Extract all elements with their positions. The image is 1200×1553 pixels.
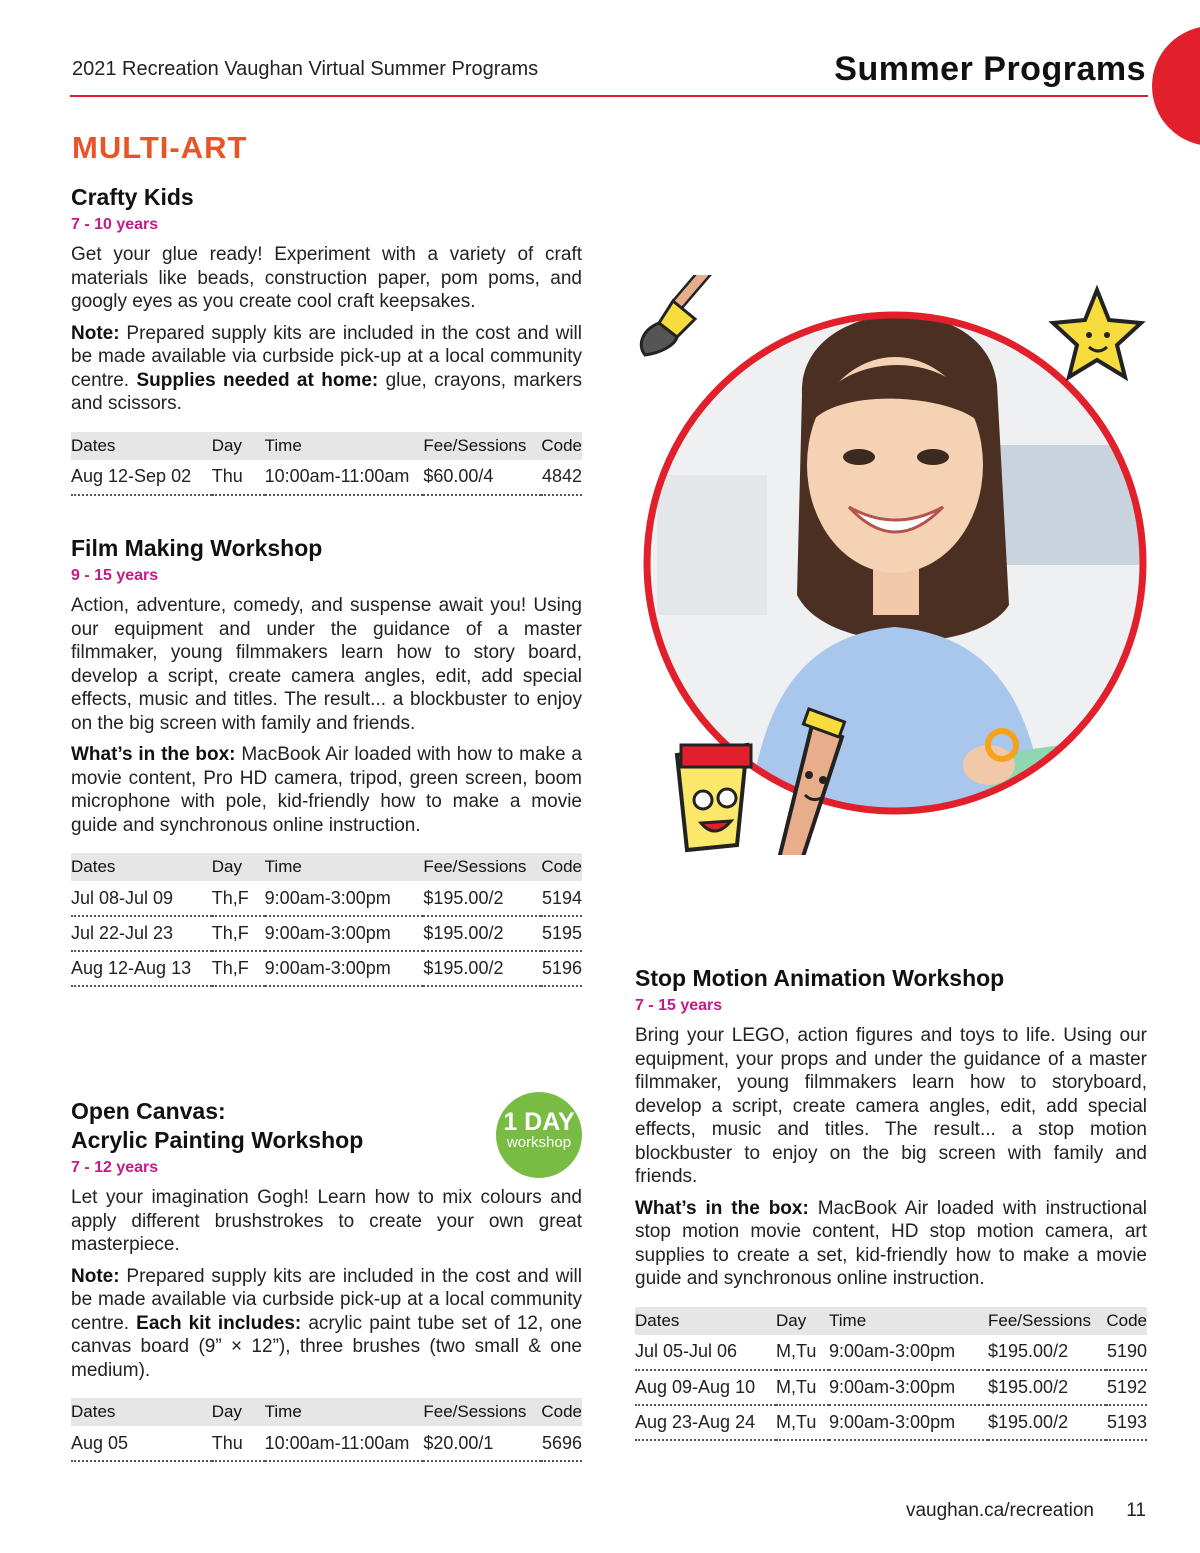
age-range: 7 - 10 years [71,216,159,233]
girl-crafting-photo [637,275,1151,855]
cell-code: 5196 [541,951,582,986]
cell-day: Th,F [212,951,265,986]
program-name: Film Making Workshop [71,535,323,561]
schedule-table [71,853,582,987]
age-range: 7 - 12 years [71,1159,159,1176]
badge-bottom-text: workshop [506,1134,572,1151]
table-row [635,1335,1147,1370]
cell-time: 9:00am-3:00pm [265,916,424,951]
program-crafty-kids [71,183,582,496]
col-day: Day [212,432,265,460]
table-row [635,1370,1147,1405]
table-header-row [71,432,582,460]
table-row [71,460,582,495]
cell-code: 5696 [541,1426,582,1461]
col-dates: Dates [71,432,212,460]
col-day: Day [212,853,265,881]
star-doodle [1053,290,1141,377]
cell-day: M,Tu [776,1335,829,1370]
supplies-text: glue, crayons, markers and scissors. [71,369,582,414]
cell-time: 9:00am-3:00pm [829,1405,988,1440]
col-fee: Fee/Sessions [423,1398,541,1426]
cell-day: Thu [212,1426,265,1461]
program-description: Action, adventure, comedy, and suspense await you! Using our equipment and under the guidance of a master filmmaker, young filmmakers learn how to story board, develop a script, create camera angles, edit, add special effects, music and titles. The result... a blockbuster to enjoy on the big screen with family and friends. [71,595,582,734]
age-range: 7 - 15 years [635,997,723,1014]
cell-dates: Jul 22-Jul 23 [71,916,212,951]
header-accent-circle [1152,26,1200,146]
box-text: MacBook Air loaded with how to make a movie content, Pro HD camera, tripod, green screen, boom microphone with pole, kid-friendly how to make a movie guide and synchronous online instruction. [71,744,582,836]
program-description: Get your glue ready! Experiment with a variety of craft materials like beads, construction paper, pom poms, and googly eyes as you create cool craft keepsakes. [71,244,582,312]
badge-top-text: 1 DAY [503,1108,575,1136]
page-number: 11 [1126,1500,1146,1521]
col-day: Day [776,1307,829,1335]
col-fee: Fee/Sessions [423,432,541,460]
cell-time: 10:00am-11:00am [265,460,424,495]
cell-fee: $195.00/2 [423,881,541,916]
table-row [71,951,582,986]
cell-time: 10:00am-11:00am [265,1426,424,1461]
program-film-making [71,534,582,987]
schedule-table [71,1398,582,1462]
paint-tube-doodle [677,745,751,850]
col-code: Code [541,432,582,460]
col-code: Code [541,853,582,881]
col-time: Time [265,1398,424,1426]
box-label: What’s in the box: [71,744,236,765]
note-label: Note: [71,322,120,344]
cell-fee: $195.00/2 [423,916,541,951]
table-row [71,881,582,916]
col-dates: Dates [635,1307,776,1335]
cell-day: Thu [212,460,265,495]
footer-url[interactable]: vaughan.ca/recreation [905,1500,1094,1521]
cell-dates: Aug 23-Aug 24 [635,1405,776,1440]
col-dates: Dates [71,853,212,881]
cell-code: 5190 [1106,1335,1147,1370]
col-time: Time [265,853,424,881]
cell-dates: Jul 08-Jul 09 [71,881,212,916]
box-label: What’s in the box: [635,1197,809,1219]
cell-time: 9:00am-3:00pm [829,1370,988,1405]
cell-fee: $20.00/1 [423,1426,541,1461]
cell-dates: Jul 05-Jul 06 [635,1335,776,1370]
col-time: Time [265,432,424,460]
table-header-row [71,1398,582,1426]
header-divider [70,95,1148,97]
cell-code: 5193 [1106,1405,1147,1440]
section-title: MULTI-ART [72,130,248,165]
program-box-contents [71,743,582,837]
cell-code: 5192 [1106,1370,1147,1405]
program-note [71,1265,582,1383]
program-description: Bring your LEGO, action figures and toys to life. Using our equipment, your props and under the guidance of a master filmmaker, young filmmakers learn how to storyboard, develop a script, create camera angles, edit, add special effects, music and titles. The result... a stop motion blockbuster to enjoy on the big screen with family and friends. [635,1025,1147,1187]
section-header-title: Summer Programs [834,50,1146,88]
cell-time: 9:00am-3:00pm [265,881,424,916]
col-fee: Fee/Sessions [423,853,541,881]
program-name-line2: Acrylic Painting Workshop [71,1127,364,1153]
cell-code: 5194 [541,881,582,916]
cell-day: Th,F [212,916,265,951]
col-code: Code [1106,1307,1147,1335]
schedule-table [71,432,582,496]
box-text: MacBook Air loaded with instructional stop motion movie content, HD stop motion camera, art supplies to create a set, kid-friendly how to make a movie guide and synchronous online instruction. [635,1197,1147,1289]
kit-label: Each kit includes: [136,1312,302,1334]
cell-time: 9:00am-3:00pm [829,1335,988,1370]
table-row [71,1426,582,1461]
col-time: Time [829,1307,988,1335]
col-fee: Fee/Sessions [988,1307,1106,1335]
cell-dates: Aug 12-Sep 02 [71,460,212,495]
cell-fee: $195.00/2 [988,1405,1106,1440]
program-description: Let your imagination Gogh! Learn how to mix colours and apply different brushstrokes to create your own great masterpiece. [71,1187,582,1255]
cell-fee: $195.00/2 [988,1370,1106,1405]
cell-code: 5195 [541,916,582,951]
col-day: Day [212,1398,265,1426]
col-dates: Dates [71,1398,212,1426]
program-name-line1: Open Canvas: [71,1098,226,1124]
table-header-row [71,853,582,881]
cell-dates: Aug 05 [71,1426,212,1461]
cell-day: M,Tu [776,1370,829,1405]
cell-time: 9:00am-3:00pm [265,951,424,986]
cell-day: M,Tu [776,1405,829,1440]
kit-text: acrylic paint tube set of 12, one canvas board (9” × 12”), three brushes (two small & one medium). [71,1312,582,1381]
program-name: Stop Motion Animation Workshop [635,965,1005,991]
schedule-table [635,1307,1147,1441]
document-header-left: 2021 Recreation Vaughan Virtual Summer Programs [72,58,539,80]
program-stop-motion [635,964,1147,1441]
cell-fee: $195.00/2 [423,951,541,986]
table-row [635,1405,1147,1440]
table-header-row [635,1307,1147,1335]
cell-day: Th,F [212,881,265,916]
col-code: Code [541,1398,582,1426]
cell-fee: $60.00/4 [423,460,541,495]
cell-dates: Aug 12-Aug 13 [71,951,212,986]
table-row [71,916,582,951]
note-text: Prepared supply kits are included in the cost and will be made available via curbside pick-up at a local community centre. [71,1265,582,1334]
note-text: Prepared supply kits are included in the cost and will be made available via curbside pick-up at a local community centre. [71,322,582,391]
cell-code: 4842 [541,460,582,495]
note-label: Note: [71,1265,120,1287]
program-box-contents [635,1197,1147,1291]
program-note [71,322,582,416]
program-name: Crafty Kids [71,184,194,210]
supplies-label: Supplies needed at home: [136,369,379,391]
cell-fee: $195.00/2 [988,1335,1106,1370]
cell-dates: Aug 09-Aug 10 [635,1370,776,1405]
age-range: 9 - 15 years [71,567,159,584]
one-day-workshop-badge [496,1092,582,1178]
